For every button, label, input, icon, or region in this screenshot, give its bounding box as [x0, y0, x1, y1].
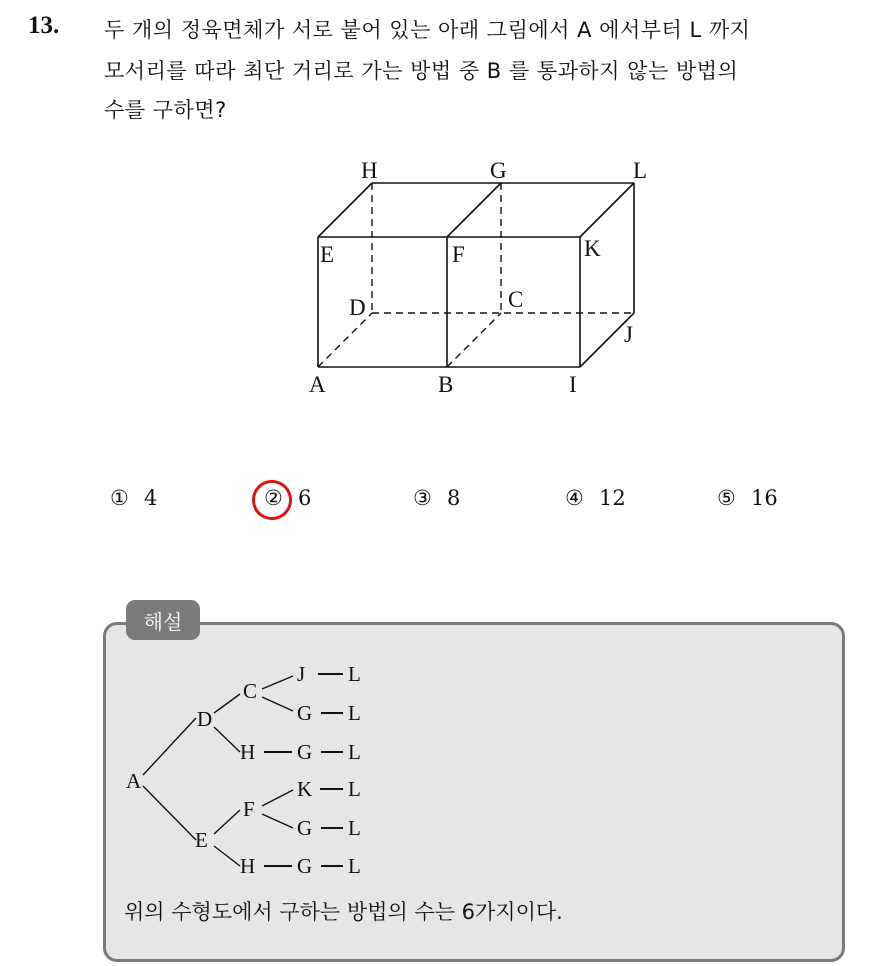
- solution-conclusion: 위의 수형도에서 구하는 방법의 수는 6가지이다.: [124, 900, 563, 924]
- tree-node-g-3: G: [297, 816, 313, 840]
- choice-2-value: 6: [298, 486, 312, 510]
- tree-node-h-2: H: [240, 854, 256, 878]
- solution-badge: 해설: [126, 600, 200, 640]
- choice-3-value: 8: [447, 486, 461, 510]
- tree-node-l-6: L: [348, 854, 361, 878]
- choice-1-value: 4: [144, 486, 158, 510]
- vertex-label-l: L: [633, 158, 648, 183]
- vertex-label-i: I: [569, 372, 577, 397]
- question-number: 13.: [28, 12, 60, 39]
- question-text-line-1: 두 개의 정육면체가 서로 붙어 있는 아래 그림에서 A 에서부터 L 까지: [104, 18, 751, 42]
- vertex-label-f: F: [452, 242, 465, 267]
- vertex-label-c: C: [508, 287, 524, 312]
- tree-branches: [143, 676, 293, 866]
- tree-node-d: D: [197, 707, 213, 731]
- vertex-label-k: K: [584, 236, 601, 261]
- choice-3-mark: ③: [413, 486, 432, 510]
- vertex-label-a: A: [309, 372, 326, 397]
- tree-node-j: J: [297, 662, 306, 686]
- tree-node-l-4: L: [348, 777, 361, 801]
- vertex-label-d: D: [349, 295, 366, 320]
- tree-node-k: K: [297, 777, 313, 801]
- choice-1-mark: ①: [110, 486, 129, 510]
- choice-5-value: 16: [751, 486, 778, 510]
- choice-5-mark: ⑤: [717, 486, 736, 510]
- vertex-label-e: E: [320, 242, 335, 267]
- tree-node-a: A: [126, 769, 142, 793]
- tree-node-l-3: L: [348, 740, 361, 764]
- tree-node-e: E: [195, 828, 208, 852]
- tree-node-l-1: L: [348, 662, 361, 686]
- tree-node-l-2: L: [348, 701, 361, 725]
- question-text-line-2: 모서리를 따라 최단 거리로 가는 방법 중 B 를 통과하지 않는 방법의: [104, 59, 739, 83]
- vertex-label-h: H: [361, 158, 378, 183]
- tree-node-c: C: [243, 679, 258, 703]
- choice-4-value: 12: [599, 486, 626, 510]
- tree-node-g-1: G: [297, 701, 313, 725]
- tree-node-g-2: G: [297, 740, 313, 764]
- question-text-line-3: 수를 구하면?: [104, 98, 227, 122]
- tree-node-h-1: H: [240, 740, 256, 764]
- choice-2-mark: ②: [264, 486, 283, 510]
- vertex-label-b: B: [438, 372, 454, 397]
- choice-4-mark: ④: [565, 486, 584, 510]
- vertex-label-j: J: [624, 322, 633, 347]
- tree-node-f: F: [243, 797, 255, 821]
- vertex-label-g: G: [490, 158, 507, 183]
- tree-node-g-4: G: [297, 854, 313, 878]
- tree-node-l-5: L: [348, 816, 361, 840]
